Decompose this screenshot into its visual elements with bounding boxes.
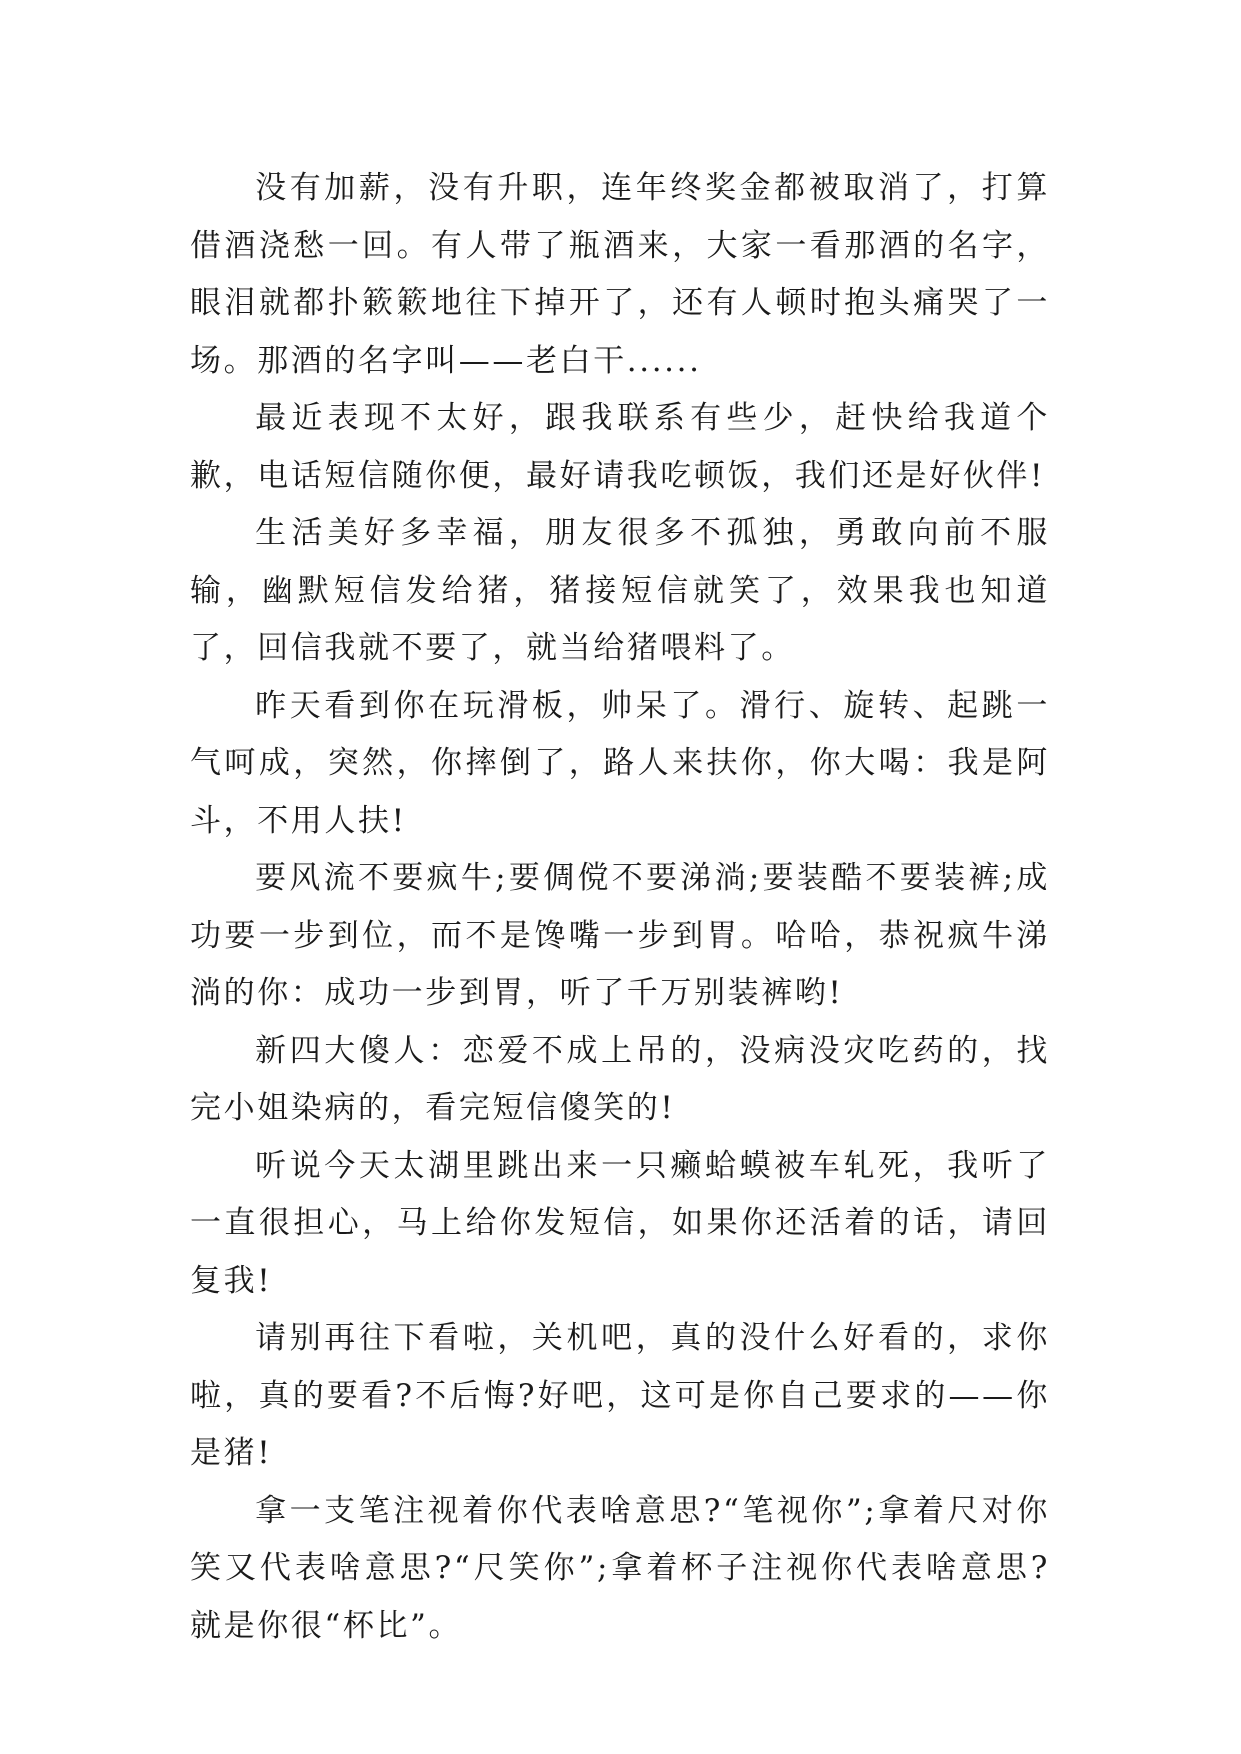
paragraph-4: 昨天看到你在玩滑板，帅呆了。滑行、旋转、起跳一气呵成，突然，你摔倒了，路人来扶你，你大喝：我是阿斗，不用人扶!: [190, 687, 1050, 839]
document-page: [190, 160, 1050, 1655]
paragraph-7: 听说今天太湖里跳出来一只癞蛤蟆被车轧死，我听了一直很担心，马上给你发短信，如果你还活着的话，请回复我!: [190, 1147, 1050, 1299]
paragraph-2: 最近表现不太好，跟我联系有些少，赶快给我道个歉，电话短信随你便，最好请我吃顿饭，我们还是好伙伴!: [190, 400, 1050, 494]
paragraph-9: 拿一支笔注视着你代表啥意思?“笔视你”;拿着尺对你笑又代表啥意思?“尺笑你”;拿着杯子注视你代表啥意思?就是你很“杯比”。: [190, 1492, 1050, 1644]
paragraph-8: 请别再往下看啦，关机吧，真的没什么好看的，求你啦，真的要看?不后悔?好吧，这可是你自己要求的——你是猪!: [190, 1320, 1050, 1471]
paragraph-5: 要风流不要疯牛;要倜傥不要涕淌;要装酷不要装裤;成功要一步到位，而不是馋嘴一步到胃。哈哈，恭祝疯牛涕淌的你：成功一步到胃，听了千万别装裤哟!: [190, 860, 1050, 1011]
paragraph-3: 生活美好多幸福，朋友很多不孤独，勇敢向前不服输，幽默短信发给猪，猪接短信就笑了，效果我也知道了，回信我就不要了，就当给猪喂料了。: [190, 515, 1050, 666]
paragraph-1: 没有加薪，没有升职，连年终奖金都被取消了，打算借酒浇愁一回。有人带了瓶酒来，大家一看那酒的名字，眼泪就都扑簌簌地往下掉开了，还有人顿时抱头痛哭了一场。那酒的名字叫——老白干......: [190, 170, 1050, 379]
paragraph-6: 新四大傻人：恋爱不成上吊的，没病没灾吃药的，找完小姐染病的，看完短信傻笑的!: [190, 1032, 1050, 1126]
